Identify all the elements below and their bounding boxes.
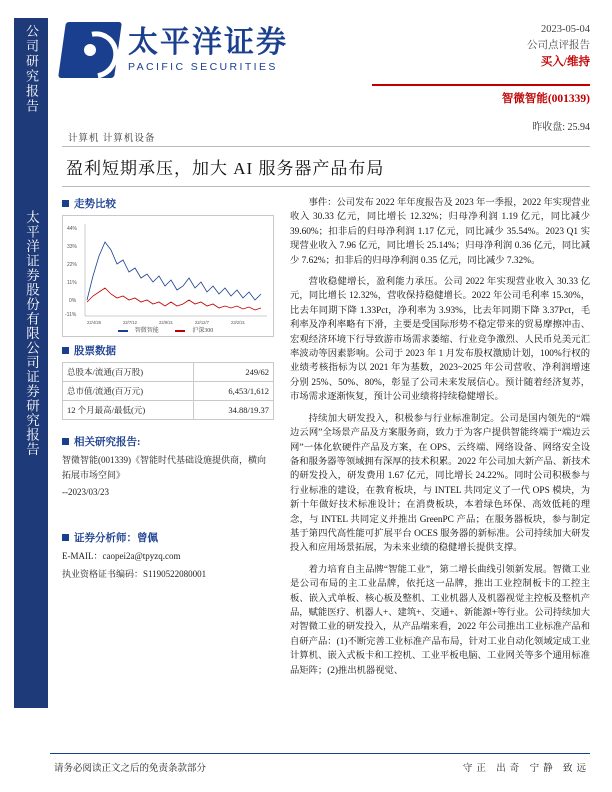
chart-section-heading [62, 196, 274, 211]
row-label: 12 个月最高/最低(元) [63, 401, 194, 420]
svg-text:0%: 0% [69, 298, 77, 304]
body-paragraph: 营收稳健增长，盈利能力承压。公司 2022 年实现营业收入 30.33 亿元，同比增长 12.32%，营收保持稳健增长。2022 年公司毛利率 15.30%，比去年同期下降 1.33Pct，净利率为 3.93%，比去年同期下降 3.37Pct，毛利率及净利率略有下滑，主要是受国际形势不稳定带来的贸易摩擦冲击、宏观经济环境下行导致游市场需求萎缩、行业竞争激烈、人民币兑美元汇率波动等因素影响。公司于 2023 年 1 月发布股权激励计划，100%行权的业绩考核指标为以 2021 年为基数，2023~2025 年公司营收、净利润增速分别 25%、50%、80%，彰显了公司未来发展信心。预计随着经济复苏，市场需求逐渐恢复，预计公司业绩将持续稳健增长。 [290, 277, 590, 403]
left-column [62, 196, 274, 582]
brand-name-en: PACIFIC SECURITIES [128, 61, 278, 73]
title-rule-bottom [62, 186, 590, 187]
footer-divider [50, 753, 590, 754]
pacific-logo-icon [62, 22, 118, 78]
sector-label: 计算机 计算机设备 [68, 134, 156, 144]
price-chart [62, 215, 274, 337]
legend-item-1: 沪深300 [175, 328, 218, 334]
bullet-square-icon [62, 347, 69, 354]
last-close-value: 25.94 [567, 122, 590, 133]
svg-text:22%: 22% [67, 262, 78, 268]
table-row [63, 382, 274, 401]
footer-disclaimer: 请务必阅读正文之后的免责条款部分 [54, 764, 207, 774]
related-section-title: 相关研究报告: [74, 437, 141, 448]
svg-text:44%: 44% [67, 226, 78, 232]
bullet-square-icon [62, 438, 69, 445]
table-row [63, 363, 274, 382]
price-chart-svg [63, 216, 273, 334]
table-row [63, 401, 274, 420]
title-rule-top [62, 146, 590, 147]
related-report-item[interactable]: 智微智能(001339)《智能时代基础设施提供商，横向拓展市场空间》 [62, 455, 266, 480]
row-value: 34.88/19.37 [193, 401, 273, 420]
svg-text:23/2/21: 23/2/21 [231, 320, 245, 325]
chart-section-title: 走势比较 [74, 199, 116, 210]
report-date: 2023-05-04 [541, 24, 590, 35]
rating-badge: 买入/维持 [540, 56, 590, 68]
stock-name: 智微智能(001339) [501, 93, 590, 105]
related-report-date: --2023/03/23 [62, 487, 109, 497]
page-title: 盈利短期承压，加大 AI 服务器产品布局 [66, 159, 385, 178]
row-value: 249/62 [193, 363, 273, 382]
svg-text:22/9/21: 22/9/21 [159, 320, 173, 325]
header-meta [370, 22, 590, 70]
row-label: 总股本/流通(百万股) [63, 363, 194, 382]
bullet-square-icon [62, 200, 69, 207]
stockdata-section-heading [62, 343, 274, 358]
svg-text:11%: 11% [67, 280, 77, 286]
brand-name-cn: 太平洋证券 [128, 26, 288, 59]
bullet-square-icon [62, 534, 69, 541]
body-paragraph: 事件：公司发布 2022 年年度报告及 2023 年一季报，2022 年实现营业收入 30.33 亿元，同比增长 12.32%；归母净利润 1.19 亿元，同比减少 39.60%；扣非后的归母净利润 1.17 亿元，同比减少 35.54%。2023 Q1 实现营业收入 7.96 亿元，同比增长 25.14%；归母净利润 0.36 亿元，同比减少 7.62%；扣非后的归母净利润 0.35 亿元，同比减少 7.32%。 [290, 198, 590, 266]
body-paragraph: 持续加大研发投入，积极参与行业标准制定。公司是国内领先的“端边云网”全场景产品及方案服务商，致力于为客户提供智能终端于“端边云网”一体化软硬件产品及方案，在 OPS、云终端、网络设备、网络安全设备和服务器等领域拥有深厚的技术积累。2022 年公司加大新产品、新技术的研发投入，研发费用 1.67 亿元，同比增长 24.22%。同时公司积极参与行业标准的建设，在教育板块，与 INTEL 共同定义了一代 OPS 模块，为新十年做好技术标准设计；在消费板块，本着绿色环保、高效低耗的理念，与 INTEL 共同定义并推出 GreenPC 产品；在服务器板块，参与制定基于第四代高性能可扩展平台 OCES 服务器的新标准。公司持续加大研发投入和应用场景拓展，为未来业绩的稳健增长提供支撑。 [290, 413, 590, 554]
svg-text:22/4/28: 22/4/28 [87, 320, 101, 325]
svg-text:33%: 33% [67, 244, 78, 250]
stockdata-section-title: 股票数据 [74, 346, 116, 357]
last-close-label: 昨收盘: [532, 122, 565, 133]
analyst-name: 证券分析师：曾佩 [74, 533, 158, 544]
footer-slogan: 守正 出奇 宁静 致远 [462, 764, 590, 774]
svg-text:-11%: -11% [65, 312, 77, 318]
report-type: 公司点评报告 [527, 40, 590, 51]
row-value: 6,453/1,612 [193, 382, 273, 401]
stock-data-table [62, 362, 274, 420]
body-paragraph: 着力培育自主品牌“智能工业”，第二增长曲线引领新发展。智微工业是公司布局的主工业品牌，依托这一品牌，推出工业控制板卡的工控主板、嵌入式单板、核心板及整机、工业机器人及机器视觉主控板及整机产品，赋能医疗、机器人+、建筑+、交通+、新能源+等行业。公司持续加大对智微工业的研发投入，从产品端来看，2022 年公司推出工业标准产品和自研产品：(1)不断完善工业标准产品布局，针对工业自动化领域定成工业计算机、嵌入式板卡和工控机、工业平板电脑、工业网关等多个通用标准品矩阵；(2)推出机器视觉、 [290, 564, 590, 676]
ribbon-mid-label: 太平洋证券股份有限公司证券研究报告 [24, 210, 39, 457]
svg-text:22/7/12: 22/7/12 [123, 320, 137, 325]
ribbon-top-label: 公司研究报告 [24, 24, 39, 114]
analyst-section-heading [62, 530, 274, 545]
report-body [290, 196, 590, 685]
legend-item-0: 智微智能 [118, 328, 166, 334]
legend-swatch-icon [118, 330, 128, 332]
header-divider [372, 84, 590, 86]
legend-swatch-icon [175, 330, 185, 332]
last-close [370, 118, 590, 133]
svg-text:22/12/7: 22/12/7 [195, 320, 209, 325]
brand-logo [62, 22, 288, 78]
related-section-heading [62, 434, 274, 449]
chart-legend [63, 325, 273, 334]
analyst-email[interactable]: E-MAIL：caopei2a@tpyzq.com [62, 551, 181, 561]
analyst-license: 执业资格证书编码：S1190522080001 [62, 569, 207, 579]
row-label: 总市值/流通(百万元) [63, 382, 194, 401]
